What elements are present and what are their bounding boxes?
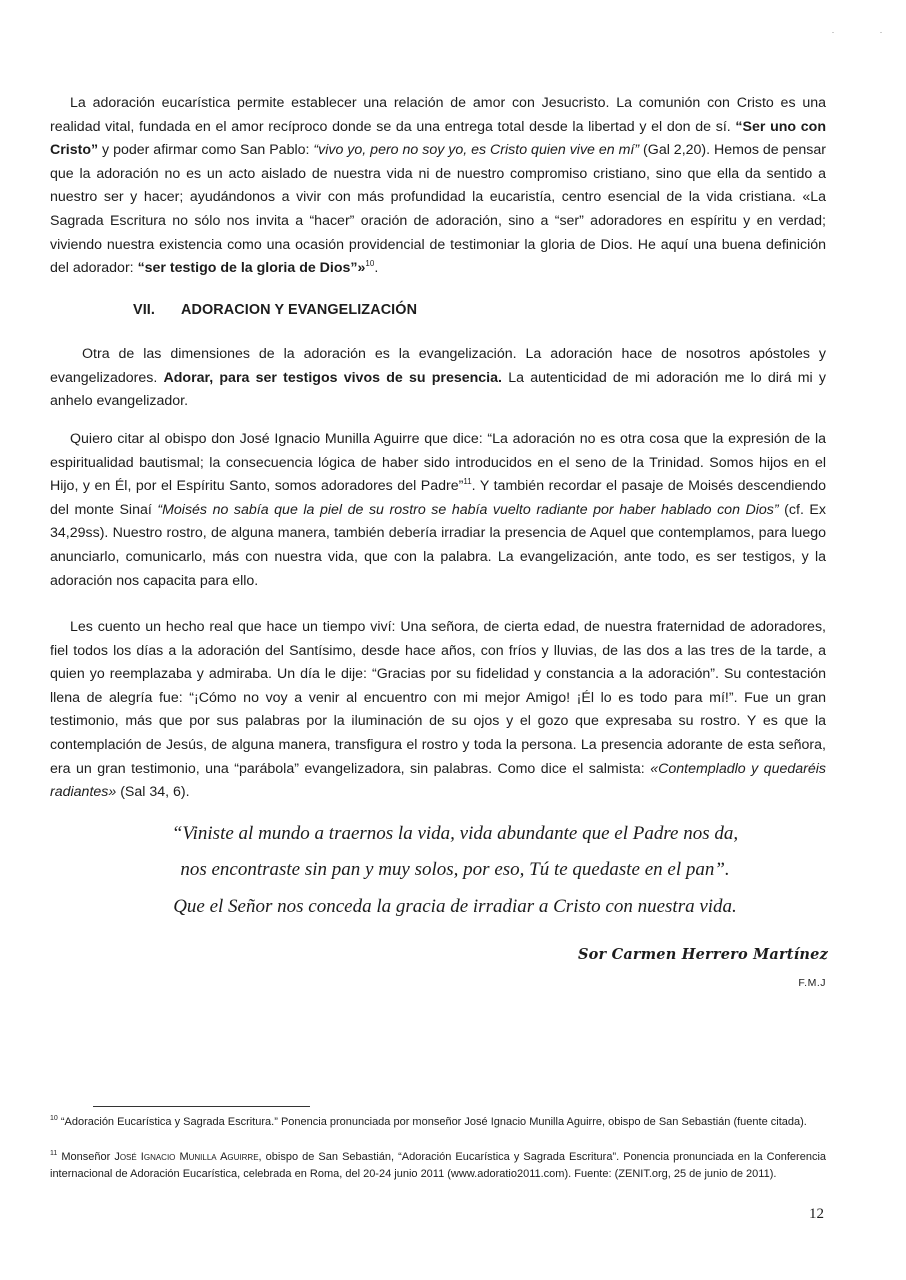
scan-speck (880, 32, 882, 33)
text-run: Otra de las dimensiones de la adoración es la evangelización. La adoración hace de nosotros apóstoles y evangelizadores. (50, 346, 826, 386)
page-number: 12 (809, 1206, 824, 1222)
paragraph-evangelizacion (50, 343, 826, 414)
section-heading (133, 302, 417, 318)
text-run: (cf. Ex 34,29ss). Nuestro rostro, de alguna manera, también debería irradiar la presencia de Aquel que contemplamos, para luego anunciarlo, comunicarlo, más con nuestra vida, que con la palabra. La evangelización, ante todo, es ser testigos, y la adoración nos capacita para ello. (50, 501, 826, 589)
footnote-author: José Ignacio Munilla Aguirre (114, 1151, 259, 1163)
quote-salmista: «Contempladlo y quedaréis radiantes» (50, 760, 826, 801)
quote-moises: “Moisés no sabía que la piel de su rostro se había vuelto radiante por haber hablado con Dios” (157, 501, 779, 518)
section-title: ADORACION Y EVANGELIZACIÓN (181, 302, 418, 318)
text-run: Les cuento un hecho real que hace un tiempo viví: Una señora, de cierta edad, de nuestra fraternidad de adoradores, fiel todos los días a la adoración del Santísimo, desde hace años, con fríos y lluvias, de las dos a las tres de la tarde, a quien yo reemplazaba y admiraba. Un día le dije: “Gracias por su fidelidad y constancia a la adoración”. Su contestación llena de alegría fue: “¡Cómo no voy a venir al encuentro con mi mejor Amigo! ¡Él lo es todo para mí!”. Fue un gran testimonio, más que por sus palabras por la iluminación de su ojos y el gozo que expresaba su rostro. Y es que la contemplación de Jesús, de alguna manera, transfigura el rostro y toda la persona. La presencia adorante de esta señora, era un gran testimonio, una “parábola” evangelizadora, sin palabras. Como dice el salmista: (50, 619, 826, 777)
text-run: . Y también recordar el pasaje de Moisés descendiendo del monte Sinaí (50, 478, 827, 518)
poem-line-2: nos encontraste sin pan y muy solos, por eso, Tú te quedaste en el pan”. (180, 859, 730, 880)
paragraph-adoracion-relacion (50, 92, 826, 281)
footnote-text: , obispo de San Sebastián, “Adoración Eucarística y Sagrada Escritura”. Ponencia pronunciada en la Conferencia internacional de Adoración Eucarística, celebrada en Roma, del 20-24 junio 2011 (www.adoratio2011.com). Fuente: (ZENIT.org, 25 de junio de 2011). (50, 1151, 826, 1180)
footnote-10 (50, 1114, 826, 1131)
footnote-text: Monseñor (57, 1151, 115, 1163)
footnote-divider (93, 1106, 310, 1107)
footnote-number: 10 (50, 1115, 58, 1122)
footnote-11 (50, 1149, 826, 1183)
signature-name: Sor Carmen Herrero Martínez (577, 946, 828, 963)
scan-speck (832, 32, 834, 33)
text-run: Quiero citar al obispo don José Ignacio Munilla Aguirre que dice: “La adoración no es otra cosa que la expresión de la espiritualidad bautismal; la consecuencia lógica de haber sido introducidos en el seno de la Trinidad. Somos hijos en el Hijo, y en Él, por el Espíritu Santo, somos adoradores del Padre” (50, 431, 826, 495)
poem-line-1: “Viniste al mundo a traernos la vida, vida abundante que el Padre nos da, (171, 823, 739, 844)
text-run: . (374, 260, 379, 277)
paragraph-testimonio (50, 616, 826, 805)
bold-phrase: “Ser uno con Cristo” (50, 118, 826, 159)
text-run: La autenticidad de mi adoración me lo dirá mi y anhelo evangelizador. (50, 369, 827, 410)
paragraph-munilla-quote (50, 428, 826, 593)
bold-phrase: Adorar, para ser testigos vivos de su presencia. (163, 369, 502, 386)
text-run: La adoración eucarística permite establecer una relación de amor con Jesucristo. La comunión con Cristo es una realidad vital, fundada en el amor recíproco donde se da una entrega total desde la libertad y el don de sí. (50, 95, 826, 135)
text-run: y poder afirmar como San Pablo: (98, 142, 314, 159)
text-run: (Sal 34, 6). (116, 784, 190, 801)
signature-order: F.M.J (798, 977, 826, 989)
footnote-text: “Adoración Eucarística y Sagrada Escritura.” Ponencia pronunciada por monseñor José Ignacio Munilla Aguirre, obispo de San Sebastián (fuente citada). (57, 1116, 807, 1128)
bold-phrase: “ser testigo de la gloria de Dios”» (137, 260, 366, 277)
text-run: (Gal 2,20). Hemos de pensar que la adoración no es un acto aislado de nuestra vida ni de nuestro compromiso cristiano, sino que ella da sentido a nuestro ser y hacer; ayudándonos a vivir con más profundidad la eucaristía, centro esencial de la vida cristiana. «La Sagrada Escritura no sólo nos invita a “hacer” oración de adoración, sino a “ser” adoradores en espíritu y en verdad; viviendo nuestra existencia como una ocasión providencial de testimoniar la gloria de Dios. He aquí una buena definición del adorador: (50, 142, 827, 277)
footnote-ref-11: 11 (463, 477, 472, 487)
poem-line-3: Que el Señor nos conceda la gracia de irradiar a Cristo con nuestra vida. (173, 896, 737, 917)
footnote-number: 11 (50, 1150, 58, 1157)
quote-san-pablo: “vivo yo, pero no soy yo, es Cristo quien vive en mí” (313, 142, 640, 159)
footnote-ref-10: 10 (365, 259, 375, 269)
section-number: VII. (133, 302, 155, 318)
